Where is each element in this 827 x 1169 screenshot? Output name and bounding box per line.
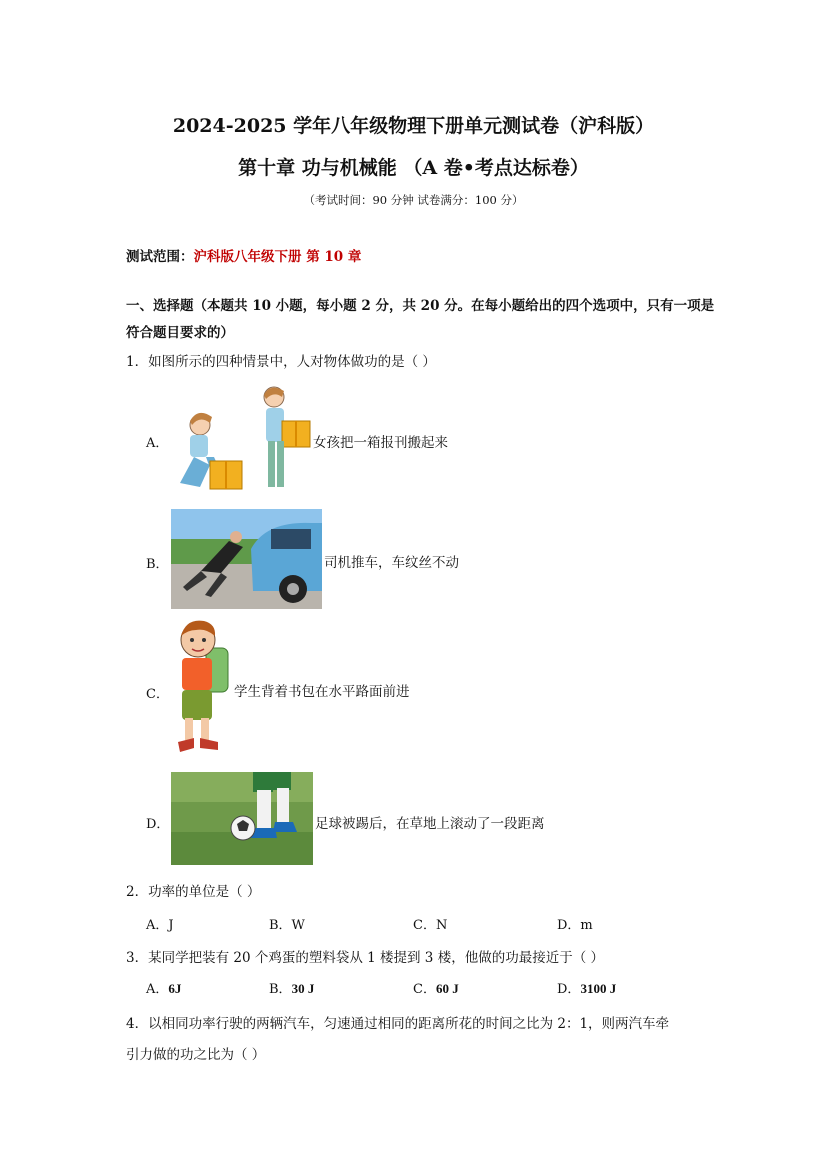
q1-option-c-text: 学生背着书包在水平路面前进 xyxy=(234,684,410,700)
q1-option-d-text: 足球被踢后，在草地上滚动了一段距离 xyxy=(315,816,545,832)
q2-option-c: C．N xyxy=(413,918,448,933)
q3-option-c xyxy=(413,978,459,997)
exam-title: 2024-2025 学年八年级物理下册单元测试卷（沪科版） xyxy=(172,115,655,137)
q1-option-d-letter: D． xyxy=(146,817,170,832)
q3-option-a-letter: A． xyxy=(146,982,169,997)
q2-option-a: A．J xyxy=(146,918,174,933)
test-scope-value: 沪科版八年级下册 第 10 章 xyxy=(193,249,362,265)
question-1-stem: 1．如图所示的四种情景中，人对物体做功的是（ ） xyxy=(126,354,436,370)
q3-option-b-value: 30 J xyxy=(291,981,315,996)
q3-option-a-value: 6J xyxy=(168,981,182,996)
question-2-stem: 2．功率的单位是（ ） xyxy=(126,884,261,900)
q1-option-b-text: 司机推车，车纹丝不动 xyxy=(324,555,459,571)
question-3-stem: 3．某同学把装有 20 个鸡蛋的塑料袋从 1 楼提到 3 楼，他做的功最接近于（ ） xyxy=(126,950,604,966)
section-heading: 一、选择题（本题共 10 小题，每小题 2 分，共 20 分。在每小题给出的四个选项中，只有一项是符合题目要求的） xyxy=(126,298,715,341)
chapter-subtitle: 第十章 功与机械能 （A 卷•考点达标卷） xyxy=(238,157,589,179)
q3-option-c-letter: C． xyxy=(413,982,436,997)
q2-option-d: D．m xyxy=(557,918,593,933)
question-4-stem-line1: 4．以相同功率行驶的两辆汽车，匀速通过相同的距离所花的时间之比为 2：1，则两汽车牵 xyxy=(126,1016,670,1032)
q3-option-d-letter: D． xyxy=(557,982,581,997)
q3-option-a xyxy=(146,978,181,997)
q3-option-b xyxy=(269,978,314,997)
q3-option-c-value: 60 J xyxy=(435,981,459,996)
q1-option-a-letter: A． xyxy=(146,436,169,451)
q3-option-d xyxy=(557,978,616,997)
q3-option-d-value: 3100 J xyxy=(580,981,617,996)
q1-option-c-letter: C． xyxy=(146,687,169,702)
girl-lifting-box-image xyxy=(170,383,312,495)
exam-info: （考试时间：90 分钟 试卷满分：100 分） xyxy=(303,193,524,207)
question-4-stem-line2: 引力做的功之比为（ ） xyxy=(126,1047,266,1063)
q1-option-b-letter: B． xyxy=(146,557,169,572)
q2-option-b: B．W xyxy=(269,918,305,933)
q1-option-a-text: 女孩把一箱报刊搬起来 xyxy=(313,435,448,451)
man-pushing-car-image xyxy=(171,509,322,609)
test-scope xyxy=(126,245,361,265)
soccer-ball-on-grass-image xyxy=(171,772,313,865)
test-scope-label: 测试范围： xyxy=(126,249,194,265)
q3-option-b-letter: B． xyxy=(269,982,292,997)
student-with-backpack-image xyxy=(170,618,232,758)
